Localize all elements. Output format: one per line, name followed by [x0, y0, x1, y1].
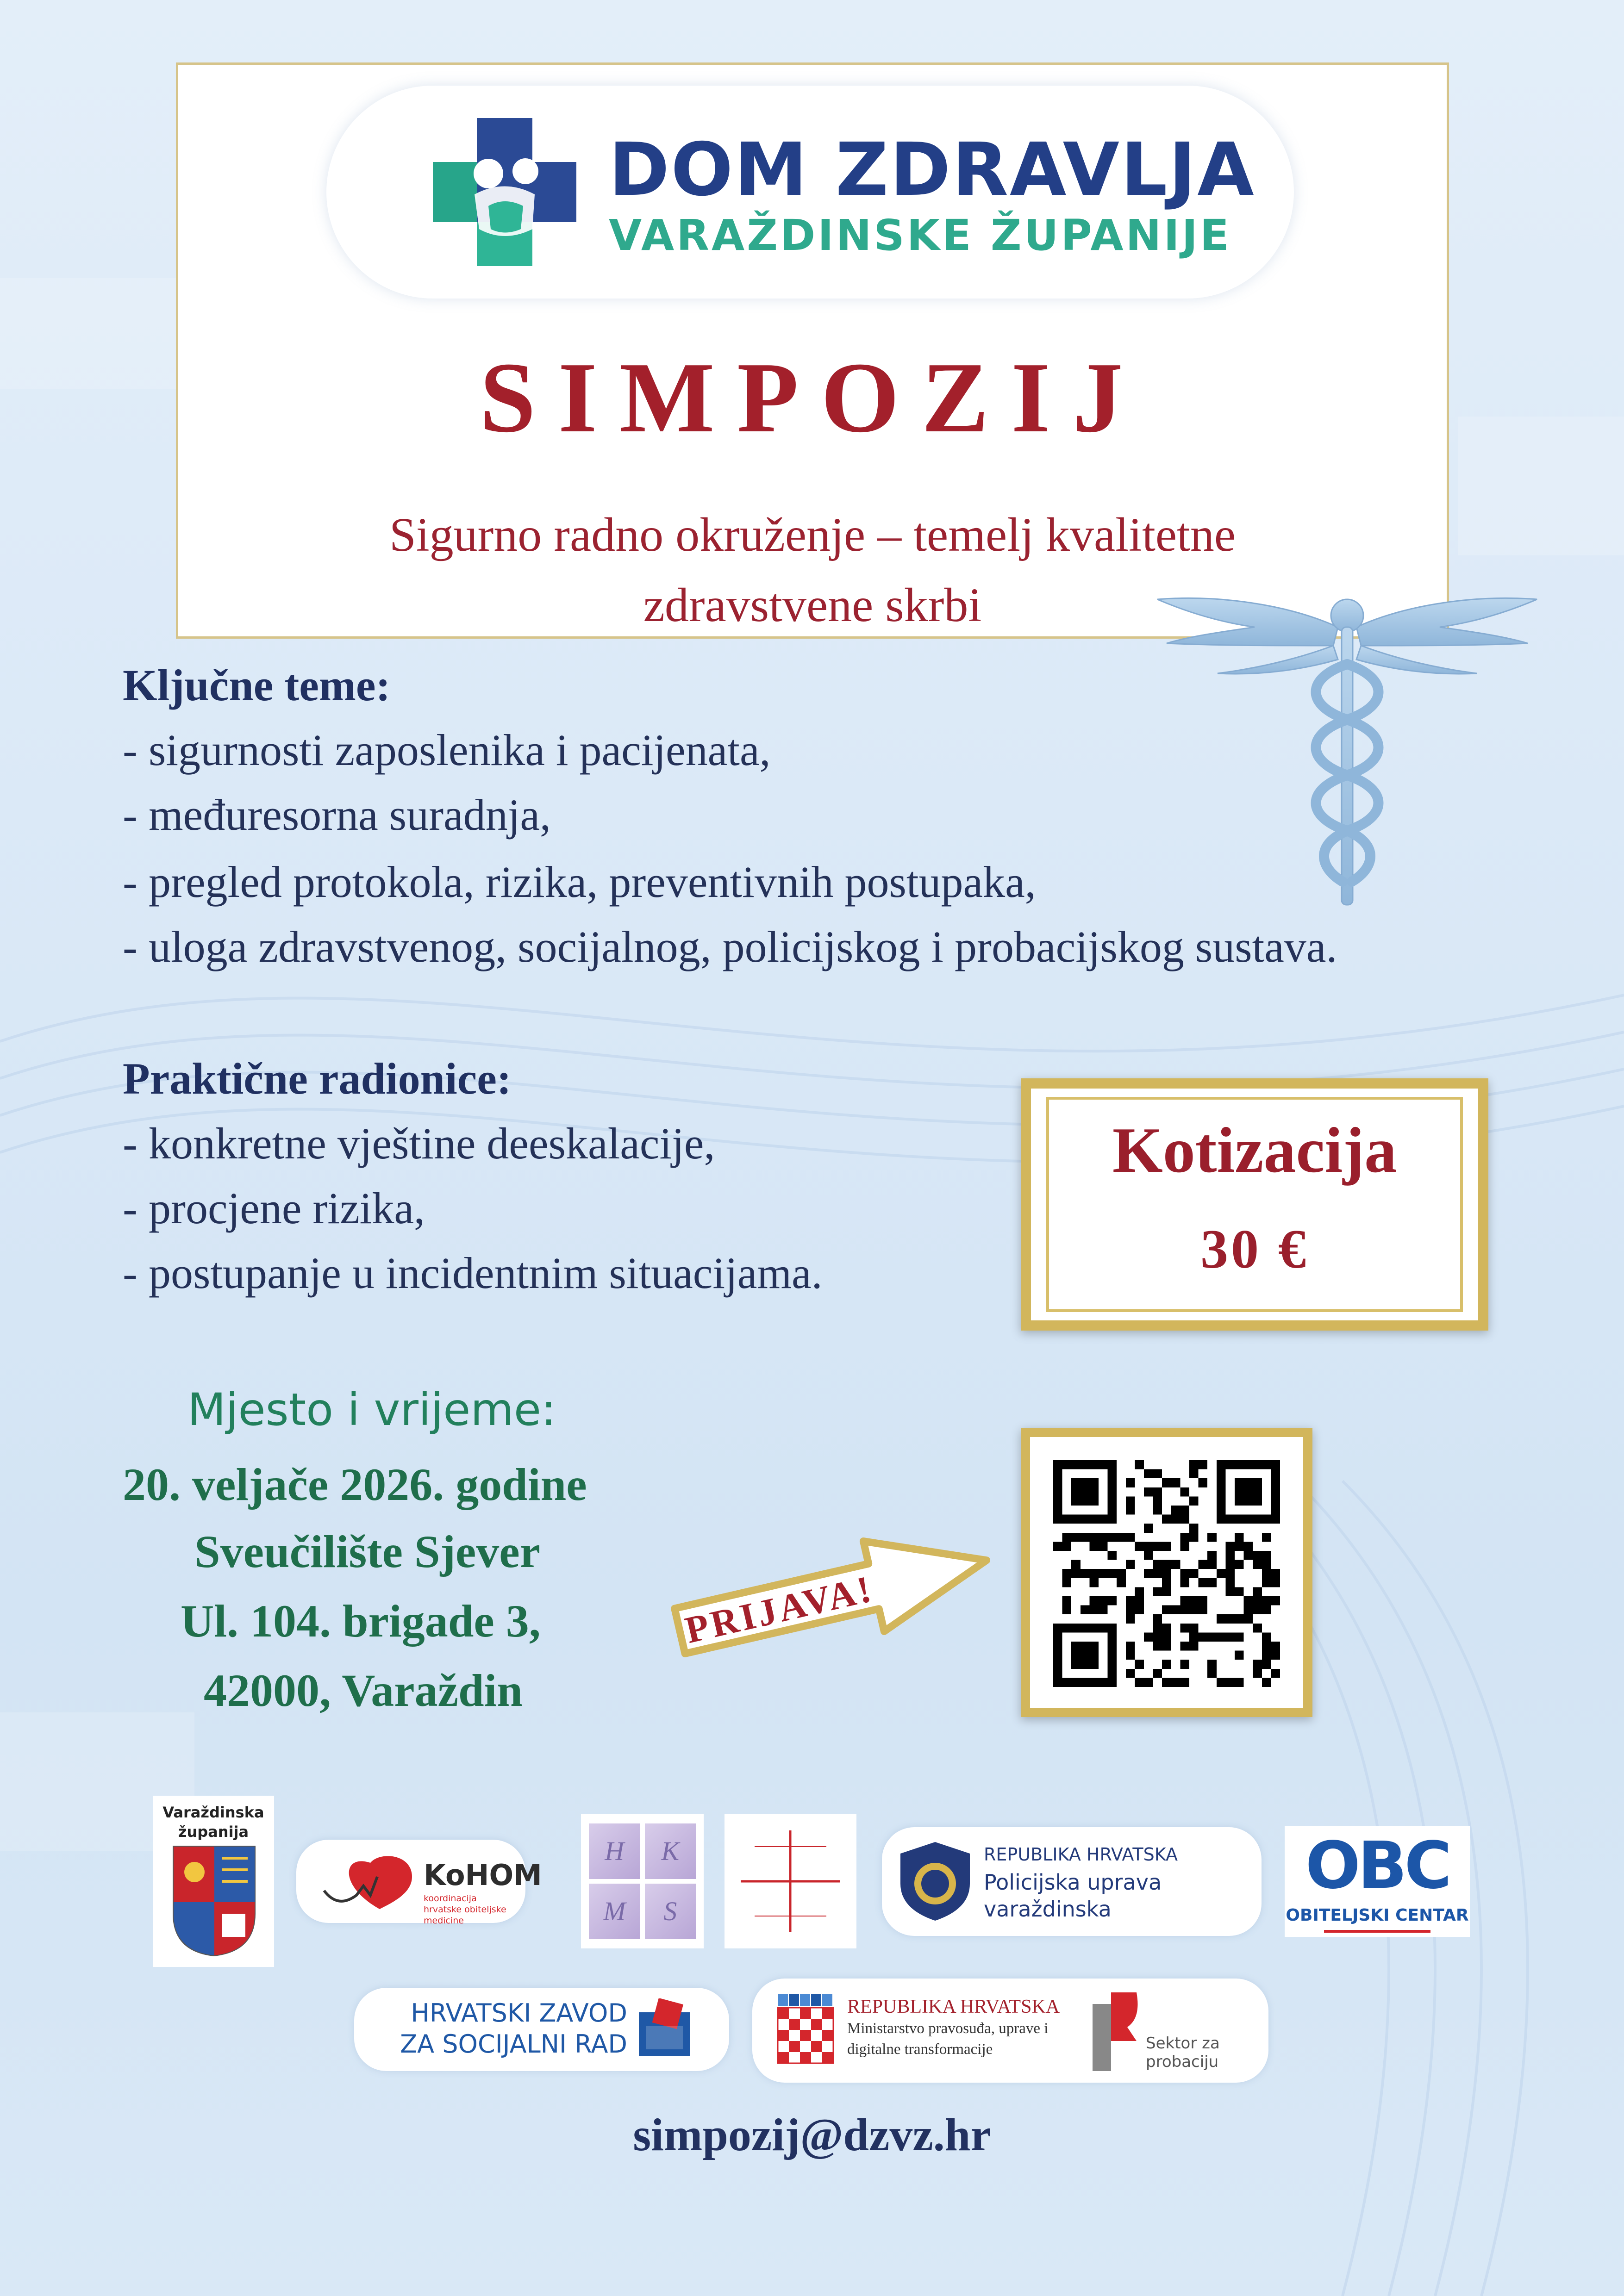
- croatian-coat-of-arms-icon: [771, 1989, 840, 2072]
- hzsr-emblem-icon: [637, 1998, 692, 2059]
- ministry-country: REPUBLIKA HRVATSKA: [847, 1996, 1060, 2017]
- medical-cross-icon: [433, 118, 576, 266]
- heart-stethoscope-icon: [319, 1849, 421, 1914]
- key-topics-heading: Ključne teme:: [123, 660, 391, 710]
- subtitle-line-2: zdravstvene skrbi: [643, 579, 982, 632]
- list-item: - međuresorna suradnja,: [123, 790, 551, 840]
- logo-subtitle: VARAŽDINSKE ŽUPANIJE: [609, 211, 1231, 260]
- event-date: 20. veljače 2026. godine: [123, 1459, 587, 1510]
- hkms-letter: K: [645, 1823, 696, 1879]
- ministry-line-2: digitalne transformacije: [847, 2041, 993, 2058]
- fee-label: Kotizacija: [1112, 1114, 1397, 1186]
- venue-city: 42000, Varaždin: [204, 1665, 523, 1716]
- hzsr-line-1: HRVATSKI ZAVOD: [411, 1998, 627, 2028]
- caduceus-icon: [1148, 576, 1546, 919]
- page-title: SIMPOZIJ: [480, 342, 1145, 454]
- county-name: Varaždinska županija: [162, 1804, 264, 1841]
- police-line-2: varaždinska: [984, 1897, 1112, 1922]
- probation-line-1: Sektor za: [1146, 2034, 1220, 2053]
- registration-label: PRIJAVA!: [681, 1567, 878, 1652]
- ministry-line-1: Ministarstvo pravosuđa, uprave i: [847, 2020, 1049, 2037]
- hzsr-line-2: ZA SOCIJALNI RAD: [400, 2029, 627, 2059]
- probation-line-2: probaciju: [1146, 2053, 1219, 2071]
- registration-arrow[interactable]: [657, 1523, 1000, 1671]
- hkms-letter: H: [589, 1823, 640, 1879]
- hkms-letter: M: [589, 1884, 640, 1939]
- contact-email[interactable]: simpozij@dzvz.hr: [633, 2109, 991, 2160]
- obc-name: OBITELJSKI CENTAR: [1286, 1906, 1469, 1925]
- workshops-heading: Praktične radionice:: [123, 1054, 512, 1103]
- police-badge-icon: [896, 1840, 974, 1923]
- list-item: - konkretne vještine deeskalacije,: [123, 1119, 715, 1168]
- list-item: - procjene rizika,: [123, 1183, 425, 1233]
- fee-price: 30 €: [1200, 1218, 1309, 1280]
- venue-heading: Mjesto i vrijeme:: [187, 1384, 556, 1436]
- county-coat-of-arms-icon: [171, 1844, 257, 1958]
- subtitle-line-1: Sigurno radno okruženje – temelj kvalitetne: [389, 508, 1236, 561]
- venue-street: Ul. 104. brigade 3,: [181, 1595, 541, 1647]
- probation-emblem-icon: [1090, 1990, 1146, 2073]
- kohom-subtitle: koordinacija hrvatske obiteljske medicine: [424, 1893, 506, 1926]
- university-sjever-logo-icon: [736, 1826, 845, 1937]
- list-item: - postupanje u incidentnim situacijama.: [123, 1248, 823, 1298]
- hkms-logo: [589, 1823, 696, 1939]
- list-item: - sigurnosti zaposlenika i pacijenata,: [123, 725, 771, 775]
- list-item: - pregled protokola, rizika, preventivnih postupaka,: [123, 857, 1036, 907]
- obc-mark: OBC: [1305, 1828, 1449, 1904]
- police-line-1: Policijska uprava: [984, 1870, 1162, 1895]
- list-item: - uloga zdravstvenog, socijalnog, policijskog i probacijskog sustava.: [123, 922, 1337, 971]
- venue-name: Sveučilište Sjever: [194, 1526, 541, 1577]
- qr-code-icon[interactable]: [1053, 1460, 1280, 1687]
- police-country: REPUBLIKA HRVATSKA: [984, 1844, 1178, 1865]
- kohom-name: KoHOM: [424, 1858, 542, 1892]
- hkms-letter: S: [645, 1884, 696, 1939]
- logo-title: DOM ZDRAVLJA: [609, 127, 1255, 212]
- obc-underline: [1324, 1930, 1430, 1933]
